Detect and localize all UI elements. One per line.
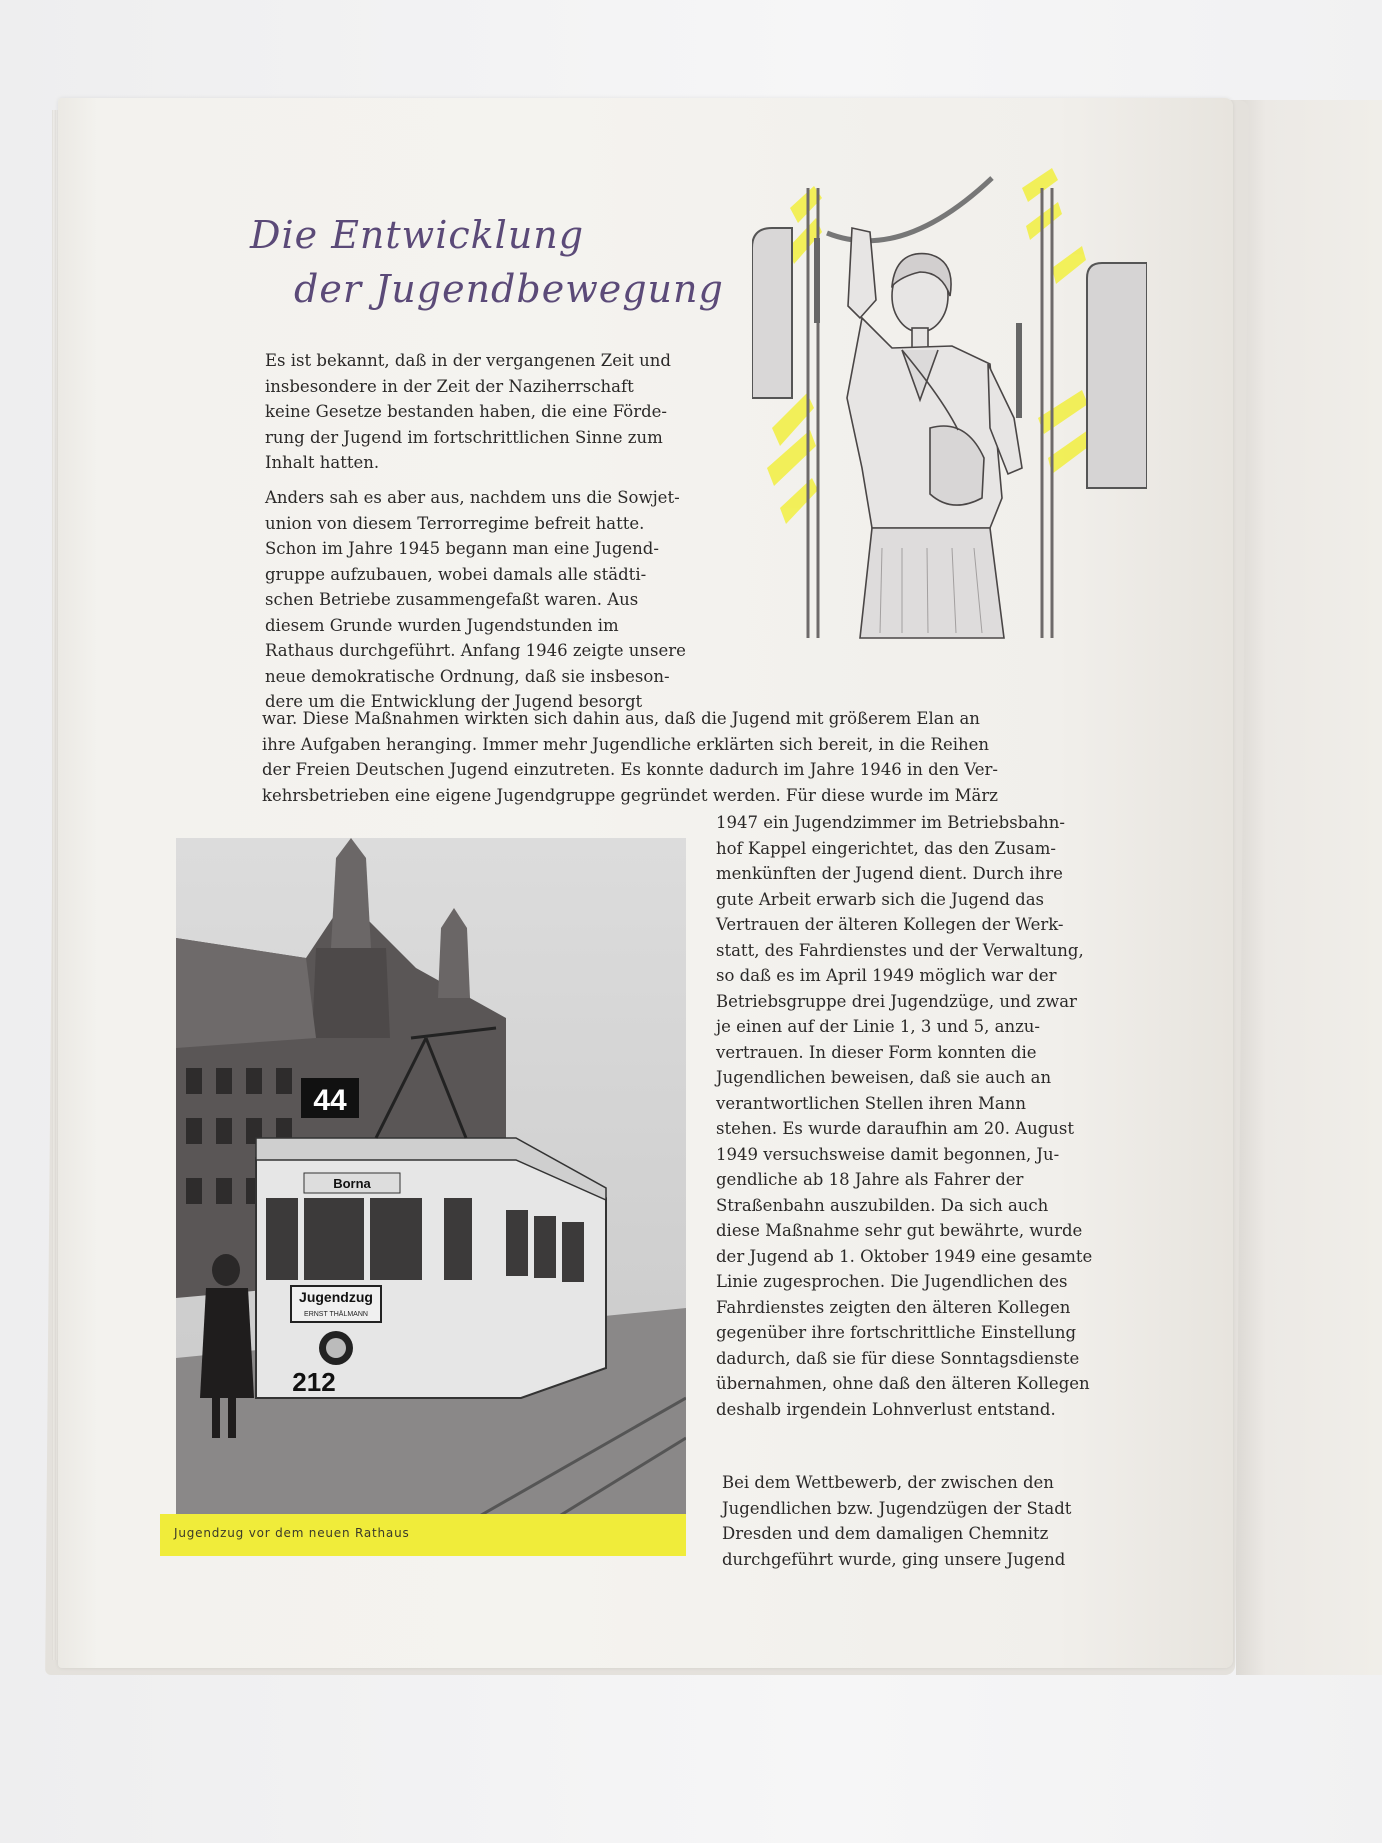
front-subsign: ERNST THÄLMANN	[304, 1311, 368, 1318]
text-line: Dresden und dem damaligen Chemnitz	[722, 1524, 1049, 1543]
text-line: durchgeführt wurde, ging unsere Jugend	[722, 1549, 1066, 1569]
text-line: union von diesem Terrorregime befreit hatte.	[265, 513, 645, 533]
text-line: diesem Grunde wurden Jugendstunden im	[265, 615, 619, 635]
paragraph-5	[722, 1470, 1148, 1572]
text-line: deshalb irgendein Lohnverlust entstand.	[716, 1399, 1056, 1419]
text-line: der Freien Deutschen Jugend einzutreten. Es konnte dadurch im Jahre 1946 in den Ver-	[262, 760, 999, 779]
text-line: gegenüber ihre fortschrittliche Einstellung	[716, 1323, 1077, 1342]
text-line: 1947 ein Jugendzimmer im Betriebsbahn-	[716, 813, 1065, 832]
text-line: kehrsbetrieben eine eigene Jugendgruppe gegründet werden. Für diese wurde im März	[262, 785, 998, 805]
paragraph-3	[262, 706, 1126, 808]
text-line: Es ist bekannt, daß in der vergangenen Zeit und	[265, 351, 671, 370]
car-number: 212	[292, 1367, 336, 1397]
tram-photograph	[176, 838, 686, 1518]
text-line: Linie zugesprochen. Die Jugendlichen des	[716, 1272, 1068, 1291]
text-line: verantwortlichen Stellen ihren Mann	[716, 1093, 1027, 1113]
text-line: so daß es im April 1949 möglich war der	[716, 966, 1057, 985]
destination-sign: Borna	[333, 1176, 371, 1191]
text-line: insbesondere in der Zeit der Naziherrschaft	[265, 376, 634, 396]
text-line: stehen. Es wurde daraufhin am 20. August	[716, 1119, 1075, 1138]
text-line: Rathaus durchgeführt. Anfang 1946 zeigte unsere	[265, 641, 686, 660]
paragraph-1	[265, 348, 713, 476]
text-line: Bei dem Wettbewerb, der zwischen den	[722, 1473, 1054, 1492]
text-line: neue demokratische Ordnung, daß sie insbeson-	[265, 666, 670, 686]
text-line: schen Betriebe zusammengefaßt waren. Aus	[265, 590, 639, 609]
title-line-1: Die Entwicklung	[250, 213, 585, 257]
paragraph-2	[265, 485, 713, 715]
text-line: der Jugend ab 1. Oktober 1949 eine gesamte	[716, 1246, 1093, 1266]
front-sign: Jugendzug	[299, 1289, 373, 1305]
facing-page-edge	[1236, 100, 1382, 1675]
text-line: rung der Jugend im fortschrittlichen Sinne zum	[265, 427, 663, 447]
text-line: dere um die Entwicklung der Jugend besorgt	[265, 692, 643, 711]
text-line: Straßenbahn auszubilden. Da sich auch	[716, 1195, 1049, 1215]
text-line: ihre Aufgaben heranging. Immer mehr Jugendliche erklärten sich bereit, in die Reihen	[262, 734, 990, 754]
caption-bar	[160, 1514, 686, 1556]
page-title	[250, 208, 750, 316]
text-line: gute Arbeit erwarb sich die Jugend das	[716, 889, 1044, 909]
text-line: vertrauen. In dieser Form konnten die	[716, 1042, 1037, 1062]
paragraph-4	[716, 810, 1144, 1422]
text-line: war. Diese Maßnahmen wirkten sich dahin aus, daß die Jugend mit größerem Elan an	[262, 709, 980, 728]
text-line: keine Gesetze bestanden haben, die eine Förde-	[265, 402, 667, 421]
route-number-sign: 44	[313, 1084, 347, 1117]
text-line: dadurch, daß sie für diese Sonntagsdienste	[716, 1348, 1080, 1368]
text-line: Anders sah es aber aus, nachdem uns die Sowjet-	[265, 488, 680, 507]
text-line: übernahmen, ohne daß den älteren Kollegen	[716, 1374, 1090, 1393]
text-line: Jugendlichen bzw. Jugendzügen der Stadt	[722, 1498, 1072, 1518]
text-line: 1949 versuchsweise damit begonnen, Ju-	[716, 1144, 1060, 1164]
text-line: hof Kappel eingerichtet, das den Zusam-	[716, 838, 1056, 858]
woman-in-tram-door-illustration	[752, 168, 1147, 663]
text-line: Jugendlichen beweisen, daß sie auch an	[716, 1068, 1052, 1087]
text-line: je einen auf der Linie 1, 3 und 5, anzu-	[716, 1017, 1040, 1036]
text-line: menkünften der Jugend dient. Durch ihre	[716, 864, 1063, 883]
text-line: Schon im Jahre 1945 begann man eine Jugend-	[265, 539, 659, 558]
text-line: gruppe aufzubauen, wobei damals alle städti-	[265, 564, 647, 584]
text-line: Betriebsgruppe drei Jugendzüge, und zwar	[716, 991, 1077, 1011]
text-line: statt, des Fahrdienstes und der Verwaltung,	[716, 940, 1084, 960]
text-line: Vertrauen der älteren Kollegen der Werk-	[716, 915, 1064, 934]
text-line: gendliche ab 18 Jahre als Fahrer der	[716, 1170, 1024, 1189]
tram-photo-block	[160, 838, 686, 1558]
text-line: Fahrdienstes zeigten den älteren Kollegen	[716, 1297, 1071, 1317]
text-line: diese Maßnahme sehr gut bewährte, wurde	[716, 1221, 1083, 1240]
photo-caption: Jugendzug vor dem neuen Rathaus	[174, 1526, 410, 1540]
title-line-2: der Jugendbewegung	[294, 267, 724, 311]
text-line: Inhalt hatten.	[265, 453, 380, 472]
